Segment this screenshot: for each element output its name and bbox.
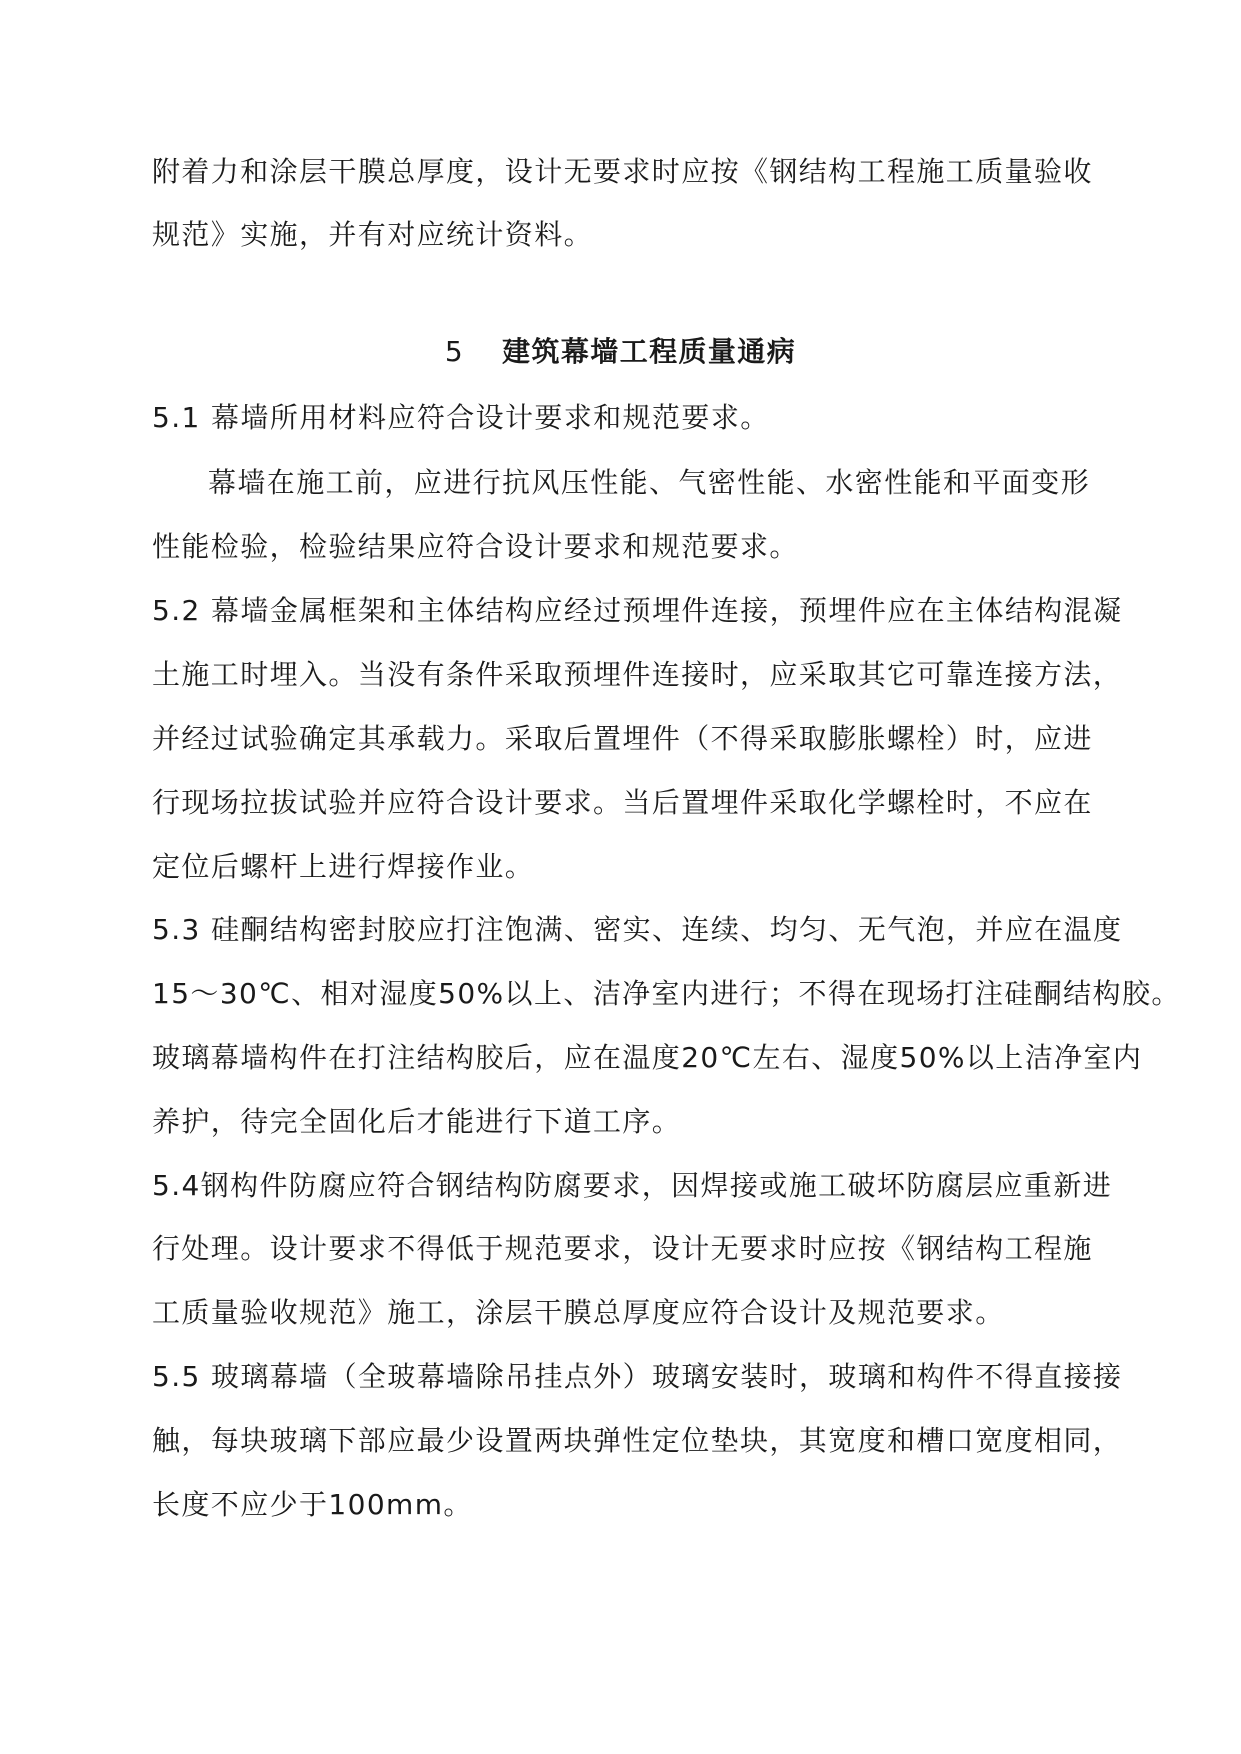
section-heading (0, 332, 1241, 372)
item-5-2-line-1: 5.2 幕墙金属框架和主体结构应经过预埋件连接，预埋件应在主体结构混凝 (152, 594, 1123, 627)
item-5-4-line-1: 5.4钢构件防腐应符合钢结构防腐要求，因焊接或施工破坏防腐层应重新进 (152, 1169, 1113, 1202)
item-5-1-line-3: 性能检验，检验结果应符合设计要求和规范要求。 (152, 530, 799, 563)
continuation-line-2: 规范》实施，并有对应统计资料。 (152, 218, 594, 251)
item-5-1-line-2: 幕墙在施工前，应进行抗风压性能、气密性能、水密性能和平面变形 (208, 466, 1091, 499)
item-5-3-line-1: 5.3 硅酮结构密封胶应打注饱满、密实、连续、均匀、无气泡，并应在温度 (152, 913, 1123, 946)
item-5-3-line-2: 15～30℃、相对湿度50%以上、洁净室内进行；不得在现场打注硅酮结构胶。 (152, 977, 1181, 1010)
item-5-4-line-2: 行处理。设计要求不得低于规范要求，设计无要求时应按《钢结构工程施 (152, 1232, 1093, 1265)
item-5-1-line-1: 5.1 幕墙所用材料应符合设计要求和规范要求。 (152, 401, 770, 434)
item-5-2-line-2: 土施工时埋入。当没有条件采取预埋件连接时，应采取其它可靠连接方法， (152, 658, 1123, 691)
item-5-3-line-3: 玻璃幕墙构件在打注结构胶后，应在温度20℃左右、湿度50%以上洁净室内 (152, 1041, 1143, 1074)
section-title: 建筑幕墙工程质量通病 (502, 335, 797, 368)
item-5-2-line-3: 并经过试验确定其承载力。采取后置埋件（不得采取膨胀螺栓）时，应进 (152, 722, 1093, 755)
item-5-5-line-3: 长度不应少于100mm。 (152, 1488, 473, 1521)
item-5-4-line-3: 工质量验收规范》施工，涂层干膜总厚度应符合设计及规范要求。 (152, 1296, 1005, 1329)
continuation-line-1: 附着力和涂层干膜总厚度，设计无要求时应按《钢结构工程施工质量验收 (152, 155, 1093, 188)
item-5-3-line-4: 养护，待完全固化后才能进行下道工序。 (152, 1105, 682, 1138)
section-number: 5 (444, 335, 465, 368)
item-5-2-line-5: 定位后螺杆上进行焊接作业。 (152, 850, 535, 883)
item-5-2-line-4: 行现场拉拔试验并应符合设计要求。当后置埋件采取化学螺栓时，不应在 (152, 786, 1093, 819)
item-5-5-line-2: 触，每块玻璃下部应最少设置两块弹性定位垫块，其宽度和槽口宽度相同， (152, 1424, 1123, 1457)
item-5-5-line-1: 5.5 玻璃幕墙（全玻幕墙除吊挂点外）玻璃安装时，玻璃和构件不得直接接 (152, 1360, 1123, 1393)
